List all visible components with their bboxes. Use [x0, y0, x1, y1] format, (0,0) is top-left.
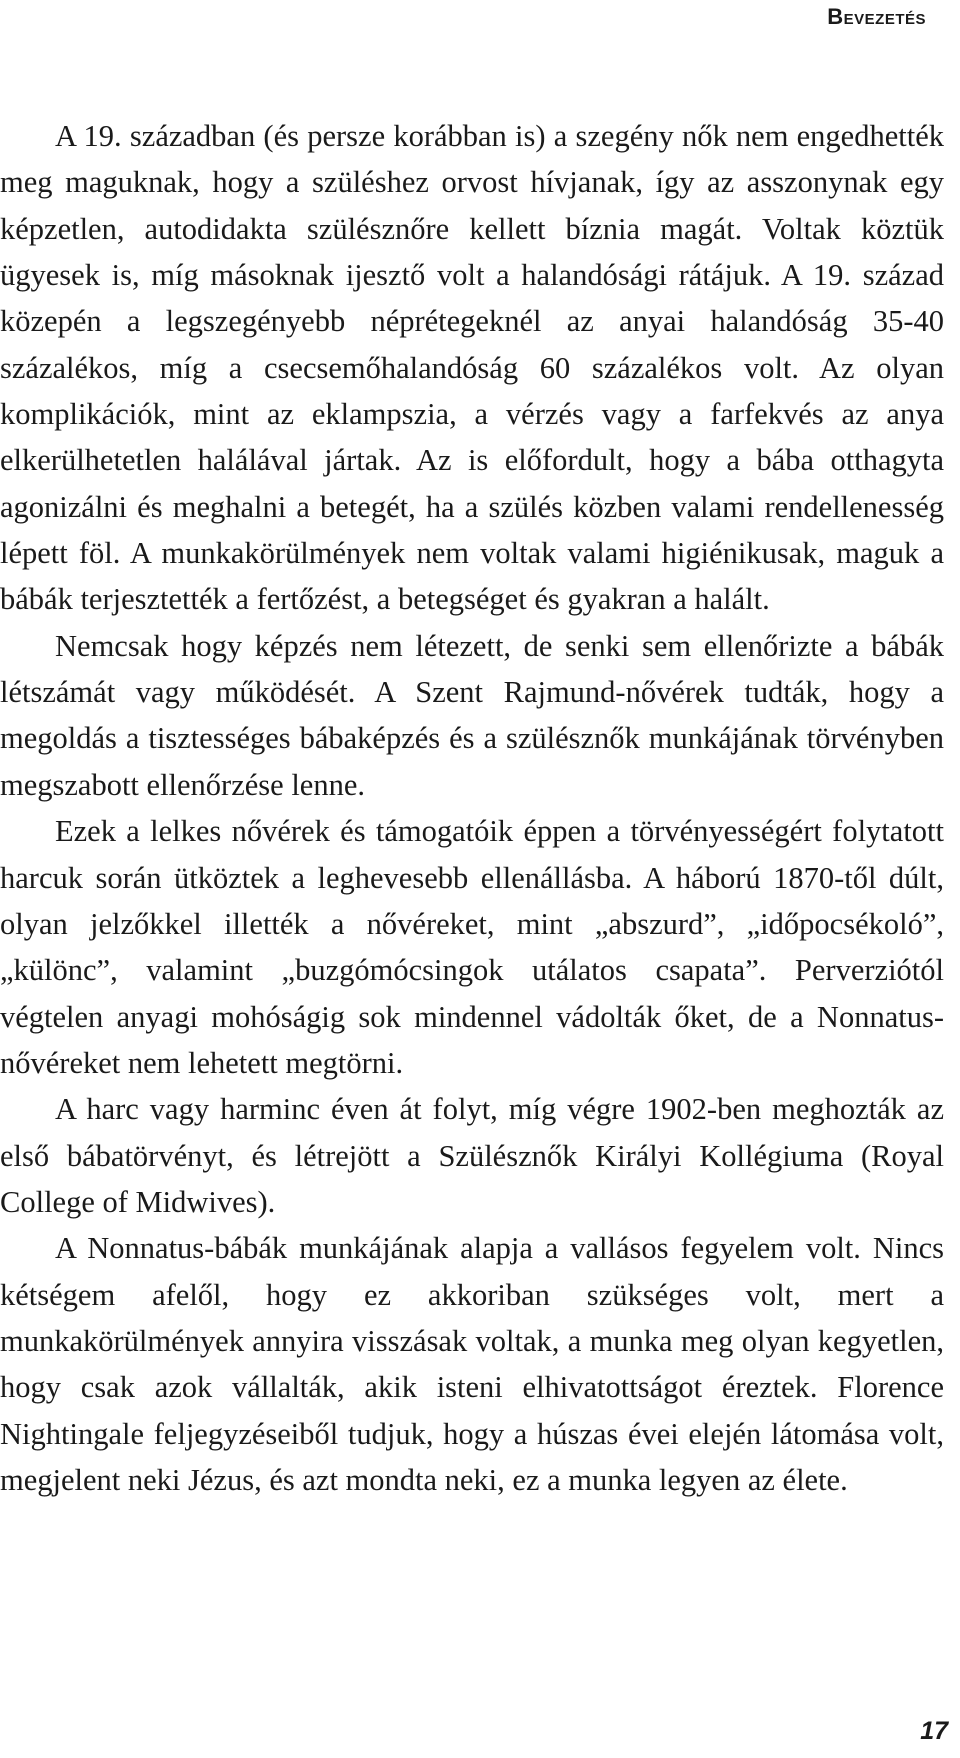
- running-head: Bevezetés: [827, 4, 926, 29]
- paragraph-5: A Nonnatus-bábák munkájának alapja a vallásos fegyelem volt. Nincs kétségem afelől, hogy ez akkoriban szükséges volt, mert a munkakörülmények annyira visszásak voltak, a munka meg olyan kegyetlen, hogy csak azok vállalták, akik isteni elhivatottságot éreztek. Florence Nightingale feljegyzéseiből tudjuk, hogy a húszas évei elején látomása volt, megjelent neki Jézus, és azt mondta neki, ez a munka legyen az élete.: [0, 1231, 944, 1497]
- paragraph-1: A 19. században (és persze korábban is) a szegény nők nem engedhették meg maguknak, hogy a szüléshez orvost hívjanak, így az asszonynak egy képzetlen, autodidakta szülésznőre kellett bíznia magát. Voltak köztük ügyesek is, míg másoknak ijesztő volt a halandósági rátájuk. A 19. század közepén a legszegényebb néprétegeknél az anyai halandóság 35-40 százalékos, míg a csecsemőhalandóság 60 százalékos volt. Az olyan komplikációk, mint az eklampszia, a vérzés vagy a farfekvés az anya elkerülhetetlen halálával jártak. Az is előfordult, hogy a bába otthagyta agonizálni és meghalni a betegét, ha a szülés közben valami rendellenesség lépett föl. A munkakörülmények nem voltak valami higiénikusak, maguk a bábák terjesztették a fertőzést, a betegséget és gyakran a halált.: [0, 119, 944, 617]
- body-text: [0, 113, 944, 1503]
- page-number: 17: [920, 1717, 948, 1745]
- paragraph-3: Ezek a lelkes nővérek és támogatóik éppen a törvényességért folytatott harcuk során ütköztek a leghevesebb ellenállásba. A háború 1870-től dúlt, olyan jelzőkkel illették a nővéreket, mint „abszurd”, „időpocsékoló”, „különc”, valamint „buzgómócsingok utálatos csapata”. Perverziótól végtelen anyagi mohóságig sok mindennel vádolták őket, de a Nonnatus-nővéreket nem lehetett megtörni.: [0, 814, 944, 1080]
- paragraph-4: A harc vagy harminc éven át folyt, míg végre 1902-ben meghozták az első bábatörvényt, és létrejött a Szülésznők Királyi Kollégiuma (Royal College of Midwives).: [0, 1092, 944, 1219]
- paragraph-2: Nemcsak hogy képzés nem létezett, de senki sem ellenőrizte a bábák létszámát vagy működését. A Szent Rajmund-nővérek tudták, hogy a megoldás a tisztességes bábaképzés és a szülésznők munkájának törvényben megszabott ellenőrzése lenne.: [0, 628, 944, 802]
